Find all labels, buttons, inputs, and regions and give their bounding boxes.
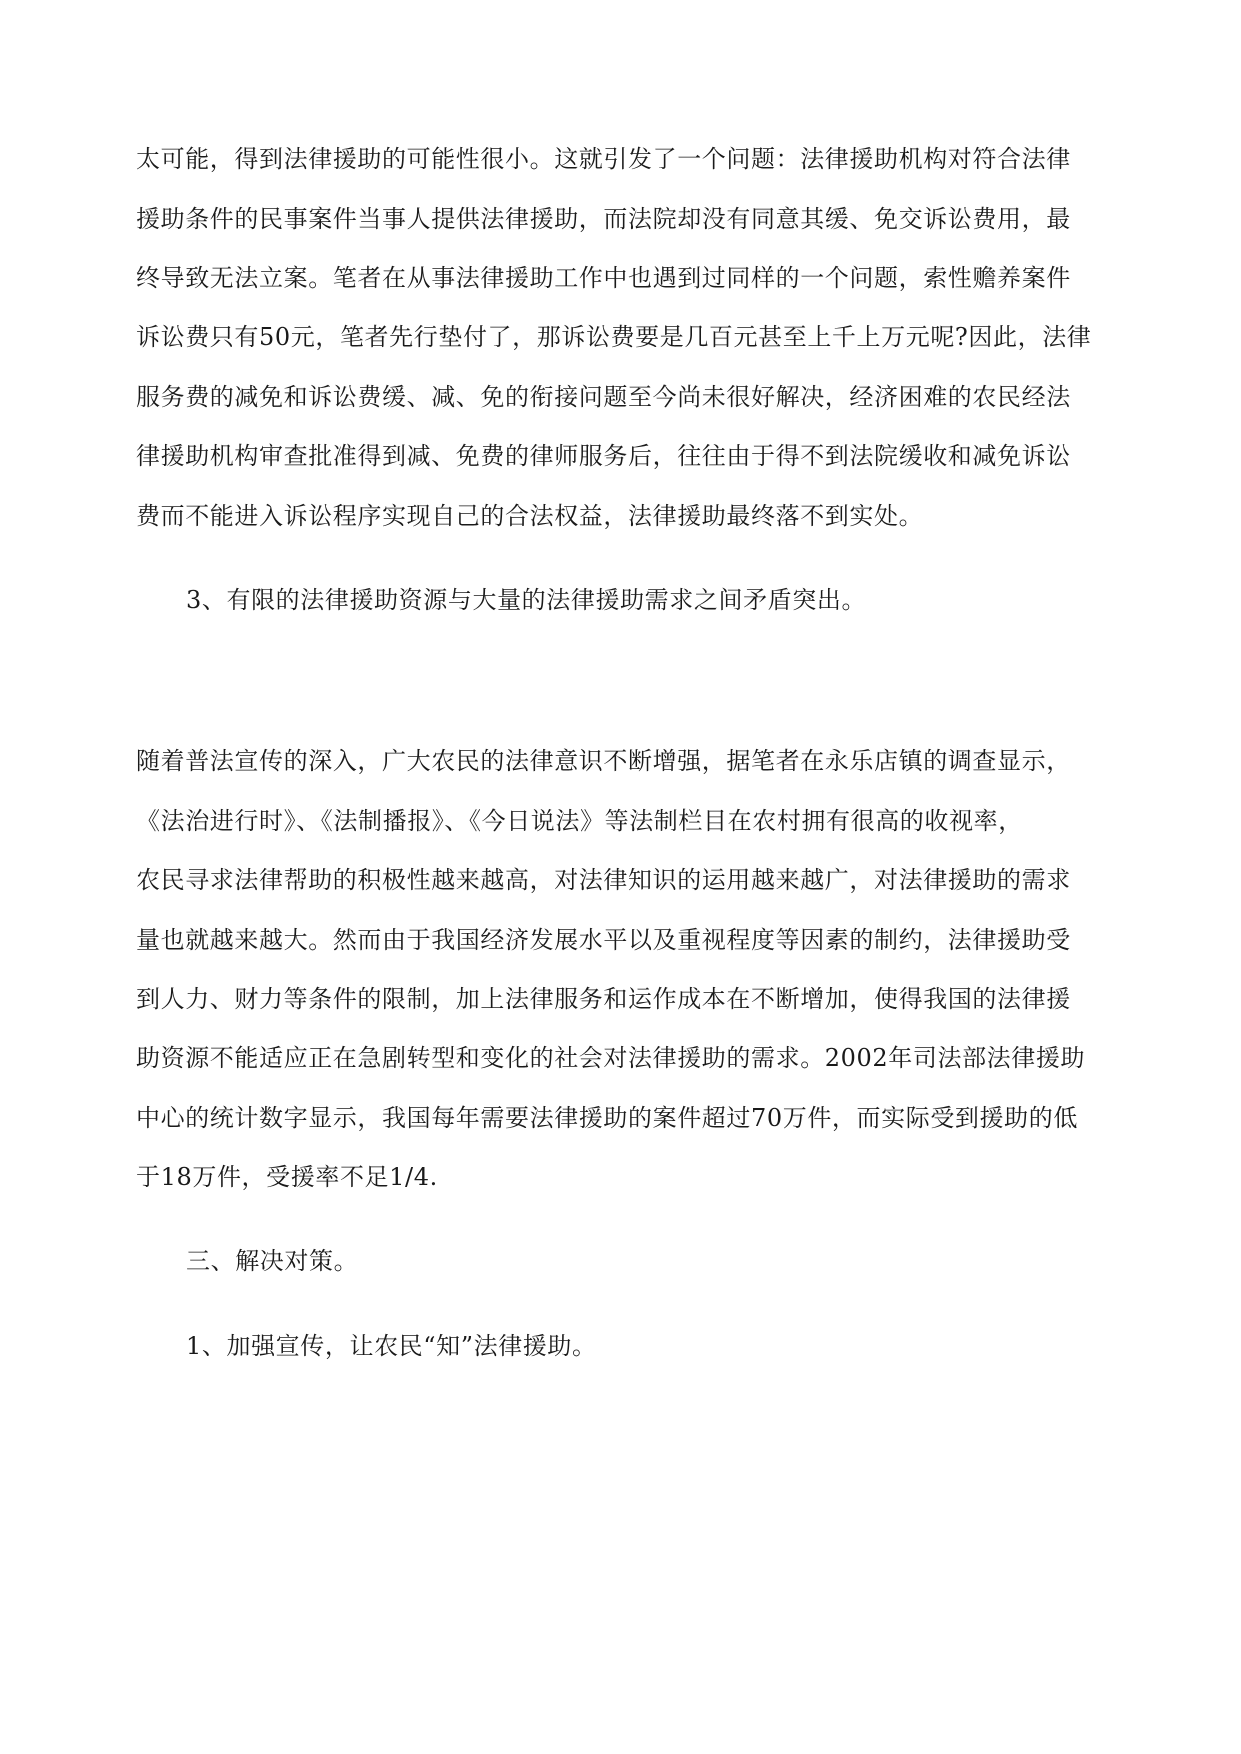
text-line: 于18万件，受援率不足1/4. xyxy=(136,1163,438,1191)
text-line: 诉讼费只有50元，笔者先行垫付了，那诉讼费要是几百元甚至上千上万元呢?因此，法律 xyxy=(136,323,1092,351)
text-line: 律援助机构审查批准得到减、免费的律师服务后，往往由于得不到法院缓收和减免诉讼 xyxy=(136,442,1071,470)
section-heading: 三、解决对策。 xyxy=(186,1247,359,1275)
text-line: 助资源不能适应正在急剧转型和变化的社会对法律援助的需求。2002年司法部法律援助 xyxy=(136,1044,1086,1072)
section-heading: 3、有限的法律援助资源与大量的法律援助需求之间矛盾突出。 xyxy=(186,586,867,614)
text-line: 《法治进行时》、《法制播报》、《今日说法》等法制栏目在农村拥有很高的收视率， xyxy=(136,807,1023,835)
text-line: 服务费的减免和诉讼费缓、减、免的衔接问题至今尚未很好解决，经济困难的农民经法 xyxy=(136,383,1071,411)
text-line: 量也就越来越大。然而由于我国经济发展水平以及重视程度等因素的制约，法律援助受 xyxy=(136,926,1071,954)
text-line: 中心的统计数字显示，我国每年需要法律援助的案件超过70万件，而实际受到援助的低 xyxy=(136,1104,1078,1132)
text-line: 到人力、财力等条件的限制，加上法律服务和运作成本在不断增加，使得我国的法律援 xyxy=(136,985,1071,1013)
text-line: 费而不能进入诉讼程序实现自己的合法权益，法律援助最终落不到实处。 xyxy=(136,502,924,530)
section-heading: 1、加强宣传，让农民“知”法律援助。 xyxy=(186,1332,597,1360)
text-line: 终导致无法立案。笔者在从事法律援助工作中也遇到过同样的一个问题，索性赡养案件 xyxy=(136,264,1071,292)
text-line: 随着普法宣传的深入，广大农民的法律意识不断增强，据笔者在永乐店镇的调查显示， xyxy=(136,747,1071,775)
text-line: 农民寻求法律帮助的积极性越来越高，对法律知识的运用越来越广，对法律援助的需求 xyxy=(136,866,1071,894)
text-line: 援助条件的民事案件当事人提供法律援助，而法院却没有同意其缓、免交诉讼费用，最 xyxy=(136,205,1071,233)
text-line: 太可能，得到法律援助的可能性很小。这就引发了一个问题：法律援助机构对符合法律 xyxy=(136,145,1071,173)
